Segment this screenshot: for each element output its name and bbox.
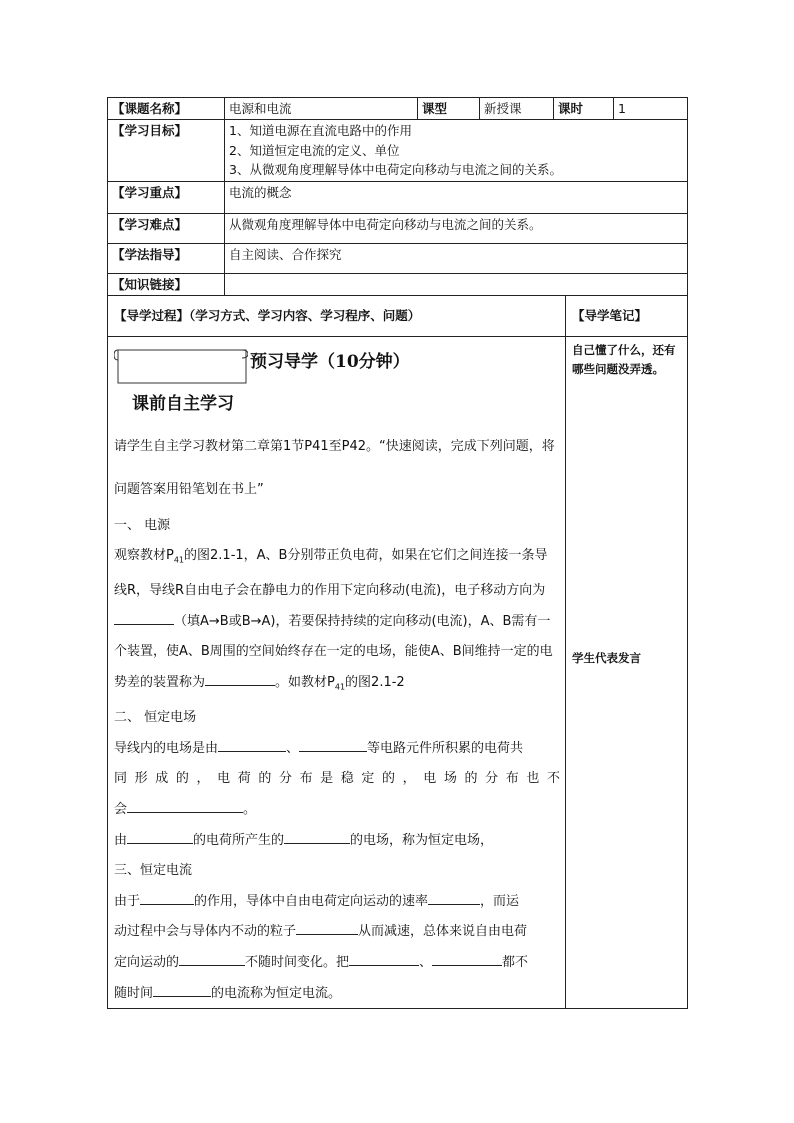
- row-key-points: [108, 181, 688, 213]
- objectives-list: [225, 120, 688, 182]
- answer-blank[interactable]: [114, 610, 174, 625]
- notes-mid: 学生代表发言: [572, 650, 641, 665]
- answer-blank[interactable]: [140, 890, 194, 905]
- row-objectives: [108, 120, 688, 182]
- topic-label: 【课题名称】: [108, 98, 225, 120]
- answer-blank[interactable]: [299, 737, 367, 752]
- row-method: [108, 243, 688, 273]
- section-current-text: 由于 的作用，导体中自由电荷定向运动的速率 ，而运: [114, 887, 560, 918]
- hours-label: 课时: [554, 98, 614, 120]
- method-label: 【学法指导】: [108, 243, 225, 273]
- guide-table: [107, 295, 688, 1009]
- objective-item: 2、知道恒定电流的定义、单位: [229, 142, 400, 158]
- section-field-text: 同形成的，电荷的分布是稳定的，电场的分布也不: [114, 771, 560, 787]
- row-links: [108, 273, 688, 295]
- guide-header-label: 【导学过程】: [114, 307, 190, 323]
- intro-text: 请学生自主学习教材第二章第1节P41至P42。“快速阅读，完成下列问题，将问题答案用铅笔划在书上”: [114, 438, 555, 497]
- section-field-text: 会 。: [114, 795, 560, 826]
- row-difficulties: [108, 213, 688, 243]
- answer-blank[interactable]: [284, 829, 350, 844]
- guide-header-sub: （学习方式、学习内容、学习程序、问题）: [189, 307, 421, 323]
- answer-blank[interactable]: [432, 951, 502, 966]
- section-power-title: 一、 电源: [114, 517, 171, 533]
- links-value: [225, 273, 688, 295]
- section-field-text: 由 的电荷所产生的 的电场，称为恒定电场，: [114, 826, 560, 857]
- type-value: 新授课: [480, 98, 554, 120]
- answer-blank[interactable]: [127, 829, 193, 844]
- notes-column: [566, 336, 688, 1008]
- answer-blank[interactable]: [428, 890, 480, 905]
- key-points-value: 电流的概念: [225, 181, 688, 213]
- method-value: 自主阅读、合作探究: [225, 243, 688, 273]
- answer-blank[interactable]: [218, 737, 286, 752]
- section-current-text: 定向运动的 不随时间变化。把 、 都不: [114, 948, 560, 979]
- section-field-title: 二、 恒定电场: [114, 710, 197, 726]
- difficulties-label: 【学习难点】: [108, 213, 225, 243]
- section-power-text: 观察教材$P_{41}$的图2.1-1，A、B分别带正负电荷，如果在它们之间连接一条导线R，导线R自由电子会在静电力的作用下定向移动(电流)，电子移动方向为（填A→B或B→A)，若要保持持续的定向移动(电流)，A、B需有一个装置，使A、B周围的空间始终存在一定的电场，能使A、B间维持一定的电势差的装置称为 。如教材$P_{41}$的图2.1-2: [114, 548, 553, 692]
- guide-main: [108, 336, 566, 1008]
- notes-header: 【导学笔记】: [566, 295, 688, 336]
- notes-top: 自己懂了什么，还有哪些问题没弄透。: [572, 342, 676, 376]
- answer-blank[interactable]: [205, 671, 275, 686]
- hours-value: 1: [614, 98, 688, 120]
- answer-blank[interactable]: [179, 951, 245, 966]
- section-field-text: 导线内的电场是由 、 等电路元件所积累的电荷共: [114, 734, 560, 765]
- answer-blank[interactable]: [127, 798, 243, 813]
- objective-item: 3、从微观角度理解导体中电荷定向移动与电流之间的关系。: [229, 162, 562, 177]
- guide-content: [114, 425, 560, 1010]
- answer-blank[interactable]: [349, 951, 419, 966]
- key-points-label: 【学习重点】: [108, 181, 225, 213]
- answer-blank[interactable]: [153, 982, 211, 997]
- self-study-title: 课前自主学习: [132, 393, 234, 414]
- objectives-label: 【学习目标】: [108, 120, 225, 182]
- objective-item: 1、知道电源在直流电路中的作用: [229, 123, 412, 138]
- section-current-text: 随时间 的电流称为恒定电流。: [114, 979, 560, 1010]
- answer-blank[interactable]: [296, 920, 358, 935]
- topic-value: 电源和电流: [225, 98, 418, 120]
- row-topic: [108, 98, 688, 120]
- guide-header-row: [108, 295, 688, 336]
- links-label: 【知识链接】: [108, 273, 225, 295]
- guide-header: [108, 295, 566, 336]
- difficulties-value: 从微观角度理解导体中电荷定向移动与电流之间的关系。: [225, 213, 688, 243]
- scroll-banner-icon: [114, 347, 248, 385]
- guide-body-row: [108, 336, 688, 1008]
- section-current-text: 动过程中会与导体内不动的粒子 从而减速，总体来说自由电荷: [114, 917, 560, 948]
- type-label: 课型: [418, 98, 480, 120]
- lesson-plan: [107, 97, 687, 1009]
- section-current-title: 三、恒定电流: [114, 863, 193, 879]
- preview-title: 预习导学（10分钟）: [250, 351, 410, 372]
- info-table: [107, 97, 688, 296]
